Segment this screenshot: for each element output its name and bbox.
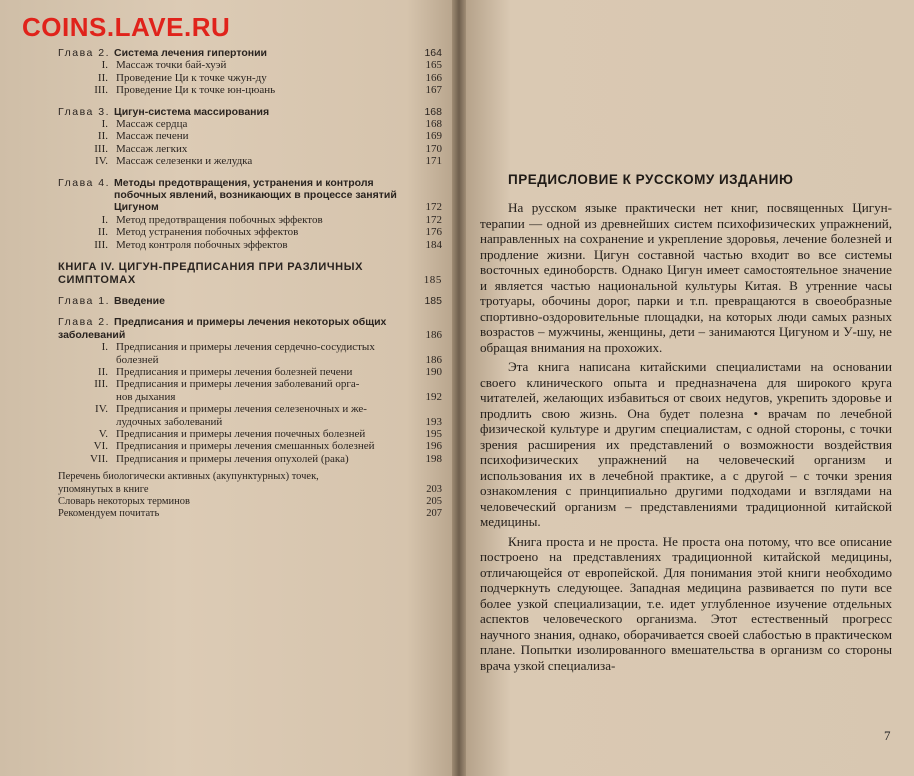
page-number: 7 [884,728,891,743]
toc-item: Перечень биологически активных (акупунктурных) точек, упомянутых в книге 203 [58,471,442,495]
toc-chapter [58,47,442,59]
toc-chapter: Глава 1. Введение 185 [58,294,442,307]
toc-item: II. Метод устранения побочных эффектов 176 [97,226,442,239]
toc-book: КНИГА IV. ЦИГУН-ПРЕДПИСАНИЯ ПРИ РАЗЛИЧНЫХ СИМПТОМАХ 185 [58,261,442,286]
toc-chapter: Глава 2. Предписания и примеры лечения некоторых общих заболеваний 186 [58,316,442,341]
chapter-title: Система лечения гипертонии [114,47,267,59]
toc-item: III. Предписания и примеры лечения заболеваний орга- нов дыхания 192 [94,378,442,403]
toc-item: I. Массаж точки бай-хуэй 165 [101,59,442,72]
preface-heading: ПРЕДИСЛОВИЕ К РУССКОМУ ИЗДАНИЮ [508,172,794,187]
toc-item: IV. Предписания и примеры лечения селезеночных и же- лудочных заболеваний 193 [95,403,442,428]
chapter-prefix: Глава 2. [58,47,111,59]
toc-item: II. Проведение Ци к точке чжун-ду 166 [97,71,442,84]
toc-item: I. Массаж сердца 168 [101,118,442,131]
watermark: COINS.LAVE.RU [22,12,231,42]
toc-item: Словарь некоторых терминов 205 [58,496,442,507]
toc-item: I. Предписания и примеры лечения сердечно-сосудистых болезней 186 [101,341,442,366]
preface-body [480,200,892,677]
book-gutter [452,0,466,776]
toc-item: III. Массаж легких 170 [94,142,442,155]
toc-item: I. Метод предотвращения побочных эффектов 172 [101,213,442,226]
toc-item: V. Предписания и примеры лечения почечных болезней 195 [98,427,442,440]
toc-item: Рекомендуем почитать 207 [58,508,442,520]
toc-chapter: Глава 3. Цигун-система массирования 168 [58,105,442,118]
toc-item: VII. Предписания и примеры лечения опухолей (рака) 198 [89,452,442,465]
toc-item: IV. Массаж селезенки и желудка 171 [95,155,442,168]
toc-item: III. Проведение Ци к точке юн-цюань 167 [94,84,442,97]
toc-chapter: Глава 4. Методы предотвращения, устранения и контроля побочных явлений, возникающих в процессе занятий Цигуном 172 [58,176,442,214]
toc-item: VI. Предписания и примеры лечения смешанных болезней 196 [93,440,442,453]
paragraph: Эта книга написана китайскими специалистами на основании своего клинического опыта и предназначена для широкого круга читателей, желающих избавиться от своих недугов, укрепить здоровье и продлить свою жизнь. Она будет полезна • врачам по лечебной физической культуре и другим специалистам, с одной стороны, с точки зрения расширения их представлений о возможности воздействия психофизических упражнений на человеческий организм и использования их в лечебной практике, а с другой – с точки зрения ознакомления с принципиально другими подходами и взглядами на человеческий организм – представлениями традиционной китайской медицины. [480,359,892,529]
toc-item: III. Метод контроля побочных эффектов 184 [94,238,442,251]
toc-item: II. Предписания и примеры лечения болезней печени 190 [97,365,442,378]
paragraph: На русском языке практически нет книг, посвященных Цигун-терапии — одной из древнейших систем психофизических упражнений, направленных на сохранение и укрепление здоровья, лечение болезней и продление жизни. Цигун составной частью входит во все системы восточных единоборств. Однако Цигун имеет самостоятельное значение и является частью национальной культуры Китая. В утренние часы тротуары, обочины дорог, парки и т.п. превращаются в своеобразные спортивно-оздоровительные площадки, на которых люди самых разных возрастов – мужчины, женщины, дети – занимаются Цигуном и У-шу, не обращая внимания на прохожих. [480,200,892,355]
paragraph: Книга проста и не проста. Не проста она потому, что все описание построено на представлениях традиционной китайской медицины, отличающейся от европейской. Для понимания этой книги необходимо подчеркнуть следующее. Западная медицина развивается по пути все более узкой специализации, т.е. идет углубленное изучение отдельных аспектов человеческого организма. Этот естественный прогресс научного знания, однако, оборачивается своей слабостью в практическом плане. Попытки изолированного вмешательства в организм со стороны врача узкой специализа- [480,533,892,673]
toc-page [0,0,452,776]
preface-page [466,0,914,776]
page-ref: 164 [424,47,442,59]
toc-item: II. Массаж печени 169 [97,130,442,143]
